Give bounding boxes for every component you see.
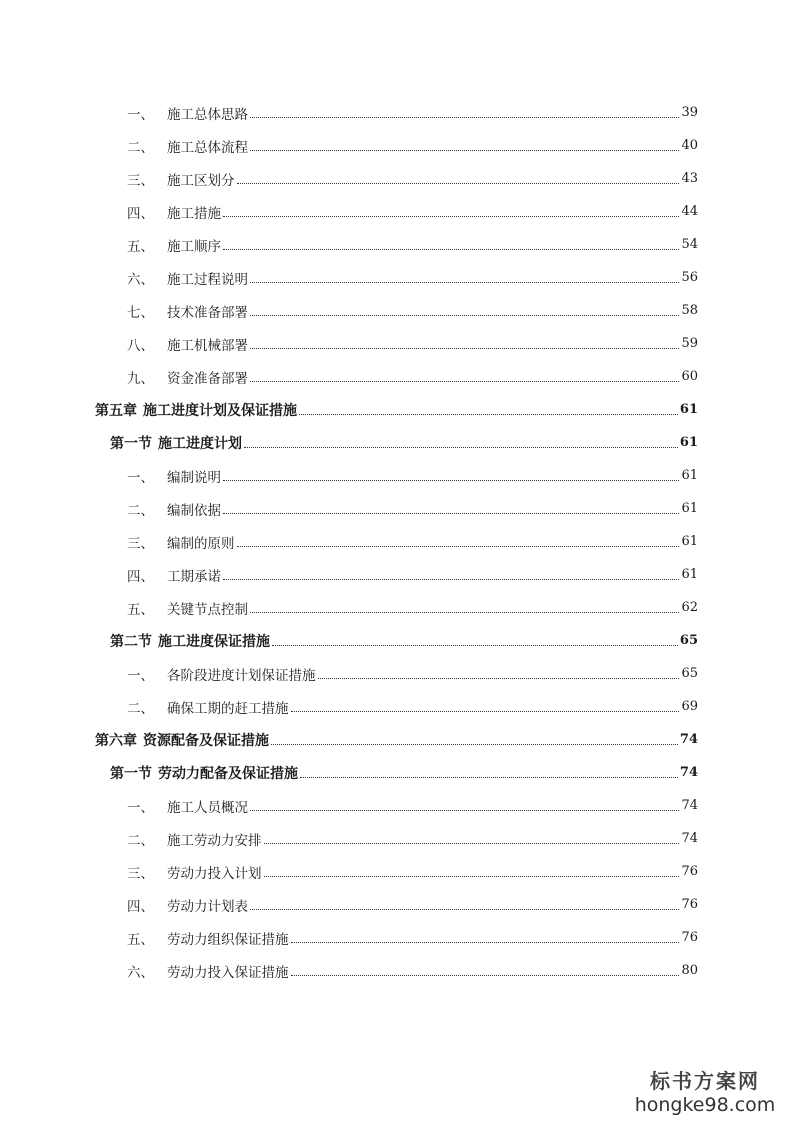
- toc-dot-leader: [291, 941, 680, 943]
- toc-dot-leader: [250, 116, 679, 118]
- toc-page-number: 59: [681, 336, 698, 351]
- toc-entry-number: 四、: [127, 898, 154, 915]
- toc-page-number: 65: [681, 666, 698, 681]
- toc-entry-text: [127, 829, 262, 849]
- toc-entry-text: [127, 664, 316, 684]
- toc-entry-text: [127, 598, 248, 618]
- toc-dot-leader: [244, 446, 678, 448]
- toc-entry[interactable]: [0, 657, 698, 690]
- toc-dot-leader: [250, 314, 679, 316]
- toc-page-number: 74: [679, 732, 698, 747]
- toc-dot-leader: [237, 182, 680, 184]
- toc-entry-text: [95, 400, 297, 420]
- toc-dot-leader: [250, 809, 679, 811]
- toc-entry-number: 三、: [127, 865, 154, 882]
- toc-entry[interactable]: [0, 525, 698, 558]
- toc-entry[interactable]: [0, 690, 698, 723]
- toc-dot-leader: [264, 875, 680, 877]
- toc-entry-text: [127, 796, 248, 816]
- toc-entry-title: 劳动力组织保证措施: [167, 931, 289, 948]
- toc-entry-title: 施工总体流程: [167, 139, 248, 156]
- toc-page-number: 61: [681, 468, 698, 483]
- toc-entry-number: 二、: [127, 502, 154, 519]
- toc-entry[interactable]: [0, 888, 698, 921]
- toc-entry-title: 劳动力投入计划: [167, 865, 262, 882]
- toc-dot-leader: [250, 380, 679, 382]
- toc-entry-text: [127, 334, 248, 354]
- toc-entry-title: 资金准备部署: [167, 370, 248, 387]
- toc-entry-number: 三、: [127, 535, 154, 552]
- toc-entry-text: [127, 268, 248, 288]
- toc-entry-number: 第二节: [110, 633, 152, 650]
- toc-entry[interactable]: [0, 261, 698, 294]
- toc-entry-number: 八、: [127, 337, 154, 354]
- toc-entry-title: 施工总体思路: [167, 106, 248, 123]
- toc-entry-number: 二、: [127, 139, 154, 156]
- toc-page-number: 76: [681, 864, 698, 879]
- toc-page-number: 56: [681, 270, 698, 285]
- toc-entry-title: 劳动力投入保证措施: [167, 964, 289, 981]
- toc-entry-title: 施工顺序: [167, 238, 221, 255]
- toc-entry[interactable]: [0, 492, 698, 525]
- toc-entry-number: 四、: [127, 205, 154, 222]
- toc-entry-text: [127, 136, 248, 156]
- toc-entry[interactable]: [0, 624, 698, 657]
- toc-dot-leader: [264, 842, 680, 844]
- toc-entry[interactable]: [0, 921, 698, 954]
- watermark: [630, 1065, 780, 1116]
- toc-entry-text: [110, 763, 298, 783]
- watermark-url: hongke98.com: [634, 1094, 776, 1116]
- toc-entry-number: 七、: [127, 304, 154, 321]
- toc-entry-title: 劳动力计划表: [167, 898, 248, 915]
- toc-entry-number: 第一节: [110, 765, 152, 782]
- toc-dot-leader: [250, 611, 679, 613]
- toc-page-number: 39: [681, 105, 698, 120]
- toc-entry-title: 资源配备及保证措施: [143, 732, 269, 749]
- toc-entry[interactable]: [0, 789, 698, 822]
- toc-entry-number: 一、: [127, 469, 154, 486]
- toc-entry-number: 五、: [127, 931, 154, 948]
- toc-entry-text: [127, 367, 248, 387]
- toc-dot-leader: [291, 710, 680, 712]
- toc-dot-leader: [318, 677, 680, 679]
- toc-page-number: 74: [681, 798, 698, 813]
- toc-entry-text: [127, 466, 221, 486]
- toc-entry-text: [127, 169, 235, 189]
- toc-entry-text: [127, 202, 221, 222]
- toc-entry-title: 施工劳动力安排: [167, 832, 262, 849]
- toc-entry[interactable]: [0, 129, 698, 162]
- toc-entry-text: [127, 697, 289, 717]
- toc-entry-number: 第六章: [95, 732, 137, 749]
- toc-entry-text: [127, 235, 221, 255]
- toc-page-number: 80: [681, 963, 698, 978]
- toc-page-number: 54: [681, 237, 698, 252]
- toc-entry[interactable]: [0, 822, 698, 855]
- toc-entry-text: [127, 565, 221, 585]
- toc-entry-number: 一、: [127, 799, 154, 816]
- toc-entry-title: 工期承诺: [167, 568, 221, 585]
- toc-entry[interactable]: [0, 162, 698, 195]
- toc-entry-text: [127, 499, 221, 519]
- toc-entry-title: 编制依据: [167, 502, 221, 519]
- toc-entry[interactable]: [0, 558, 698, 591]
- toc-entry-number: 一、: [127, 106, 154, 123]
- toc-page-number: 76: [681, 897, 698, 912]
- toc-dot-leader: [271, 743, 678, 745]
- toc-entry-number: 三、: [127, 172, 154, 189]
- toc-entry[interactable]: [0, 228, 698, 261]
- toc-entry-title: 技术准备部署: [167, 304, 248, 321]
- toc-entry[interactable]: [0, 459, 698, 492]
- toc-entry[interactable]: [0, 393, 698, 426]
- toc-page-number: 61: [679, 402, 698, 417]
- toc-entry-number: 五、: [127, 238, 154, 255]
- toc-entry-title: 劳动力配备及保证措施: [158, 765, 298, 782]
- toc-entry-title: 施工进度计划: [158, 435, 242, 452]
- toc-page-number: 40: [681, 138, 698, 153]
- toc-page-number: 44: [681, 204, 698, 219]
- toc-entry-number: 四、: [127, 568, 154, 585]
- toc-entry[interactable]: [0, 426, 698, 459]
- toc-entry-title: 施工措施: [167, 205, 221, 222]
- toc-entry-title: 施工区划分: [167, 172, 235, 189]
- toc-entry-text: [127, 961, 289, 981]
- toc-entry[interactable]: [0, 195, 698, 228]
- toc-entry-title: 关键节点控制: [167, 601, 248, 618]
- toc-entry-number: 第一节: [110, 435, 152, 452]
- toc-dot-leader: [272, 644, 678, 646]
- toc-page-number: 58: [681, 303, 698, 318]
- toc-dot-leader: [300, 776, 678, 778]
- toc-dot-leader: [250, 149, 679, 151]
- toc-entry-title: 确保工期的赶工措施: [167, 700, 289, 717]
- toc-page-number: 74: [681, 831, 698, 846]
- toc-page-number: 74: [679, 765, 698, 780]
- toc-page-number: 62: [681, 600, 698, 615]
- toc-entry[interactable]: [0, 294, 698, 327]
- toc-entry-text: [110, 631, 270, 651]
- toc-entry-number: 二、: [127, 832, 154, 849]
- toc-entry-text: [95, 730, 269, 750]
- toc-page-number: 76: [681, 930, 698, 945]
- toc-entry-number: 六、: [127, 271, 154, 288]
- toc-entry[interactable]: [0, 855, 698, 888]
- toc-entry-title: 施工进度保证措施: [158, 633, 270, 650]
- toc-entry-text: [127, 928, 289, 948]
- toc-entry-number: 六、: [127, 964, 154, 981]
- toc-page-number: 61: [681, 534, 698, 549]
- toc-dot-leader: [291, 974, 680, 976]
- toc-entry[interactable]: [0, 954, 698, 987]
- toc-page-number: 65: [679, 633, 698, 648]
- toc-entry-title: 施工进度计划及保证措施: [143, 402, 297, 419]
- toc-entry-text: [127, 895, 248, 915]
- toc-entry-text: [127, 103, 248, 123]
- toc-entry-text: [127, 532, 235, 552]
- toc-entry-title: 编制的原则: [167, 535, 235, 552]
- toc-page-number: 69: [681, 699, 698, 714]
- toc-entry[interactable]: [0, 723, 698, 756]
- toc-page-number: 61: [681, 567, 698, 582]
- toc-dot-leader: [237, 545, 680, 547]
- table-of-contents: [0, 96, 794, 987]
- toc-dot-leader: [223, 248, 679, 250]
- toc-dot-leader: [223, 479, 679, 481]
- toc-entry-number: 二、: [127, 700, 154, 717]
- toc-page-number: 61: [681, 501, 698, 516]
- toc-entry-title: 施工人员概况: [167, 799, 248, 816]
- toc-dot-leader: [250, 908, 679, 910]
- toc-page-number: 43: [681, 171, 698, 186]
- toc-page-number: 61: [679, 435, 698, 450]
- toc-entry-title: 施工过程说明: [167, 271, 248, 288]
- toc-dot-leader: [250, 347, 679, 349]
- toc-entry-text: [127, 301, 248, 321]
- toc-entry-title: 各阶段进度计划保证措施: [167, 667, 316, 684]
- toc-dot-leader: [223, 512, 679, 514]
- toc-dot-leader: [223, 215, 679, 217]
- toc-entry[interactable]: [0, 327, 698, 360]
- toc-entry[interactable]: [0, 360, 698, 393]
- toc-entry-text: [110, 433, 242, 453]
- toc-entry-title: 编制说明: [167, 469, 221, 486]
- toc-entry-number: 一、: [127, 667, 154, 684]
- watermark-title: 标书方案网: [650, 1069, 760, 1093]
- toc-entry-number: 五、: [127, 601, 154, 618]
- toc-dot-leader: [250, 281, 679, 283]
- toc-entry-number: 九、: [127, 370, 154, 387]
- toc-page-number: 60: [681, 369, 698, 384]
- toc-dot-leader: [223, 578, 679, 580]
- toc-entry[interactable]: [0, 96, 698, 129]
- toc-entry[interactable]: [0, 591, 698, 624]
- toc-entry-number: 第五章: [95, 402, 137, 419]
- toc-dot-leader: [299, 413, 678, 415]
- toc-entry-text: [127, 862, 262, 882]
- toc-entry-title: 施工机械部署: [167, 337, 248, 354]
- toc-entry[interactable]: [0, 756, 698, 789]
